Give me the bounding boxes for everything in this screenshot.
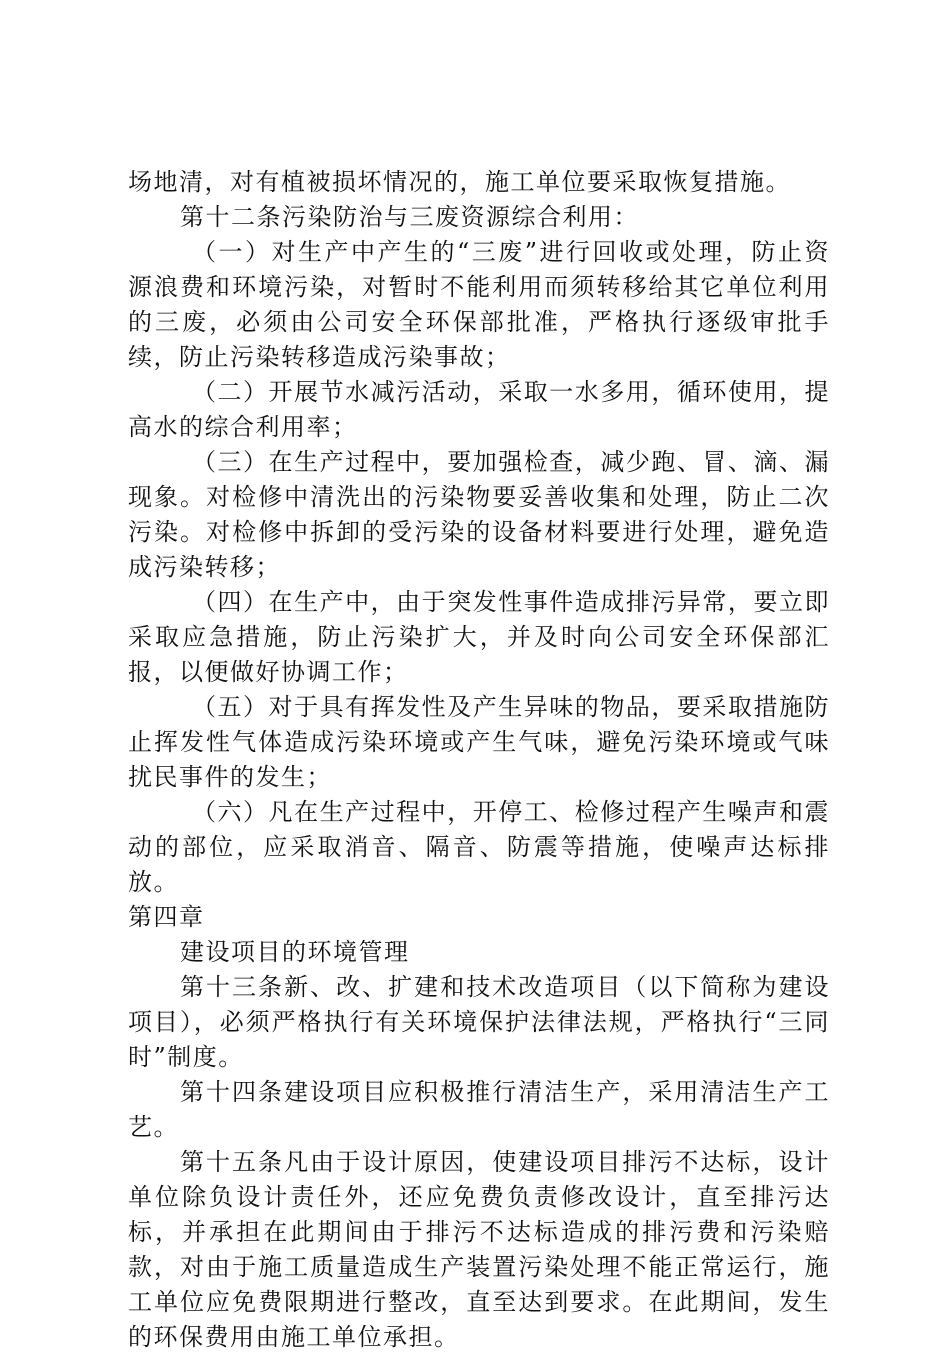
paragraph-continuation: 场地清，对有植被损坏情况的，施工单位要采取恢复措施。 [128,168,791,196]
article-12-item-5: （五）对于具有挥发性及产生异味的物品，要采取措施防止挥发性气体造成污染环境或产生气味，避免污染环境或气味扰民事件的发生； [128,693,830,791]
chapter-title: 建设项目的环境管理 [180,938,410,966]
article-12-item-4: （四）在生产中，由于突发性事件造成排污异常，要立即采取应急措施，防止污染扩大，并及时向公司安全环保部汇报，以便做好协调工作； [128,588,830,686]
article-15: 第十五条凡由于设计原因，使建设项目排污不达标，设计单位除负设计责任外，还应免费负责修改设计，直至排污达标，并承担在此期间由于排污不达标造成的排污费和污染赔款，对由于施工质量造成生产装置污染处理不能正常运行，施工单位应免费限期进行整改，直至达到要求。在此期间，发生的环保费用由施工单位承担。 [128,1148,830,1351]
article-12-heading: 第十二条污染防治与三废资源综合利用： [180,203,639,231]
article-12-item-3: （三）在生产过程中，要加强检查，减少跑、冒、滴、漏现象。对检修中清洗出的污染物要妥善收集和处理，防止二次污染。对检修中拆卸的受污染的设备材料要进行处理，避免造成污染转移； [128,448,830,581]
article-12-item-1: （一）对生产中产生的“三废”进行回收或处理，防止资源浪费和环境污染，对暂时不能利用而须转移给其它单位利用的三废，必须由公司安全环保部批准，严格执行逐级审批手续，防止污染转移造成污染事故； [128,238,830,371]
document-page [128,165,830,1355]
article-12-item-2: （二）开展节水减污活动，采取一水多用，循环使用，提高水的综合利用率； [128,378,830,441]
article-14: 第十四条建设项目应积极推行清洁生产，采用清洁生产工艺。 [128,1078,830,1141]
chapter-label: 第四章 [128,903,205,931]
article-12-item-6: （六）凡在生产过程中，开停工、检修过程产生噪声和震动的部位，应采取消音、隔音、防震等措施，使噪声达标排放。 [128,798,830,896]
article-13: 第十三条新、改、扩建和技术改造项目（以下简称为建设项目），必须严格执行有关环境保护法律法规，严格执行“三同时”制度。 [128,973,830,1071]
